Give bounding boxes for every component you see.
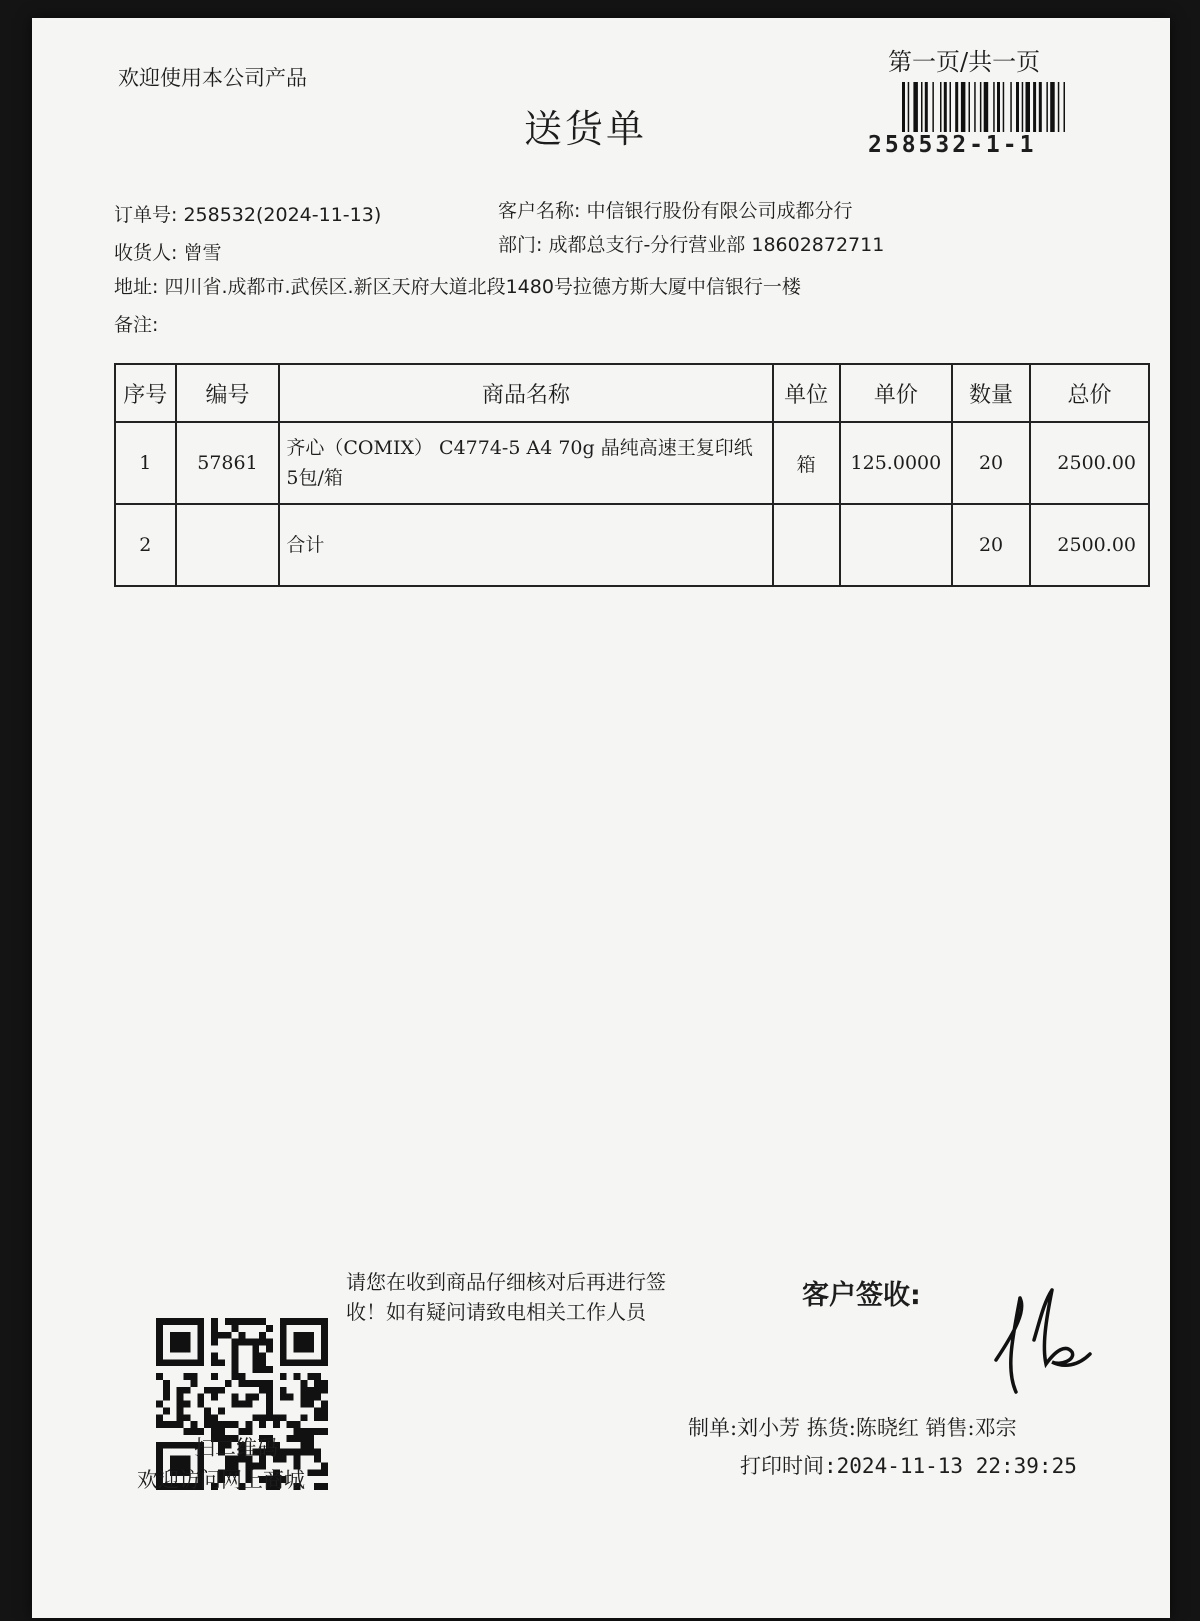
cell-unit-price: 125.0000 — [840, 422, 952, 504]
print-time: 打印时间:2024-11-13 22:39:25 — [740, 1454, 1077, 1478]
cell-code: 57861 — [176, 422, 280, 504]
cell-total-price: 2500.00 — [1030, 422, 1149, 504]
qr-caption-scan: 扫二维码 — [194, 1436, 278, 1460]
receiver-row — [114, 238, 221, 265]
order-number-label: 订单号: — [114, 204, 178, 226]
page-indicator: 第一页/共一页 — [888, 48, 1041, 76]
header-index: 序号 — [115, 364, 176, 422]
department-row — [498, 230, 884, 257]
remark-label: 备注: — [114, 314, 159, 336]
staff-info: 制单:刘小芳 拣货:陈晓红 销售:邓宗 — [688, 1416, 1017, 1440]
cell-index: 1 — [115, 422, 176, 504]
header-unit: 单位 — [773, 364, 840, 422]
table-header-row — [115, 364, 1149, 422]
address-label: 地址: — [114, 276, 159, 298]
customer-row — [498, 196, 852, 223]
barcode-number: 258532-1-1 — [868, 132, 1037, 158]
table-row — [115, 422, 1149, 504]
handwritten-signature — [986, 1280, 1106, 1400]
remark-row — [114, 310, 158, 337]
cell-product-name: 齐心（COMIX） C4774-5 A4 70g 晶纯高速王复印纸 5包/箱 — [279, 422, 772, 504]
header-code: 编号 — [176, 364, 280, 422]
cell-index: 2 — [115, 504, 176, 586]
notice-line-2: 收！如有疑问请致电相关工作人员 — [346, 1300, 646, 1324]
cell-code — [176, 504, 280, 586]
welcome-text: 欢迎使用本公司产品 — [118, 66, 307, 90]
cell-unit — [773, 504, 840, 586]
document-title: 送货单 — [524, 107, 648, 151]
customer-label: 客户名称: — [498, 200, 581, 222]
address-value: 四川省.成都市.武侯区.新区天府大道北段1480号拉德方斯大厦中信银行一楼 — [164, 276, 801, 298]
qr-caption-visit: 欢迎访问网上商城 — [137, 1468, 305, 1492]
customer-sign-label: 客户签收: — [802, 1280, 921, 1311]
address-row — [114, 272, 801, 299]
header-total-price: 总价 — [1030, 364, 1149, 422]
cell-unit-price — [840, 504, 952, 586]
customer-value: 中信银行股份有限公司成都分行 — [586, 200, 853, 222]
cell-quantity: 20 — [952, 504, 1030, 586]
barcode-image — [900, 82, 1122, 138]
header-quantity: 数量 — [952, 364, 1030, 422]
notice-line-1: 请您在收到商品仔细核对后再进行签 — [346, 1270, 666, 1294]
order-number-value: 258532(2024-11-13) — [183, 204, 382, 226]
cell-product-name: 合计 — [279, 504, 772, 586]
department-value: 成都总支行-分行营业部 18602872711 — [548, 234, 885, 256]
cell-total-price: 2500.00 — [1030, 504, 1149, 586]
header-product-name: 商品名称 — [279, 364, 772, 422]
table-row — [115, 504, 1149, 586]
cell-quantity: 20 — [952, 422, 1030, 504]
receiver-value: 曾雪 — [183, 242, 222, 264]
department-label: 部门: — [498, 234, 543, 256]
header-unit-price: 单价 — [840, 364, 952, 422]
items-table — [114, 363, 1150, 587]
delivery-note-paper — [32, 18, 1170, 1618]
cell-unit: 箱 — [773, 422, 840, 504]
receiver-label: 收货人: — [114, 242, 178, 264]
order-number-row — [114, 200, 381, 227]
